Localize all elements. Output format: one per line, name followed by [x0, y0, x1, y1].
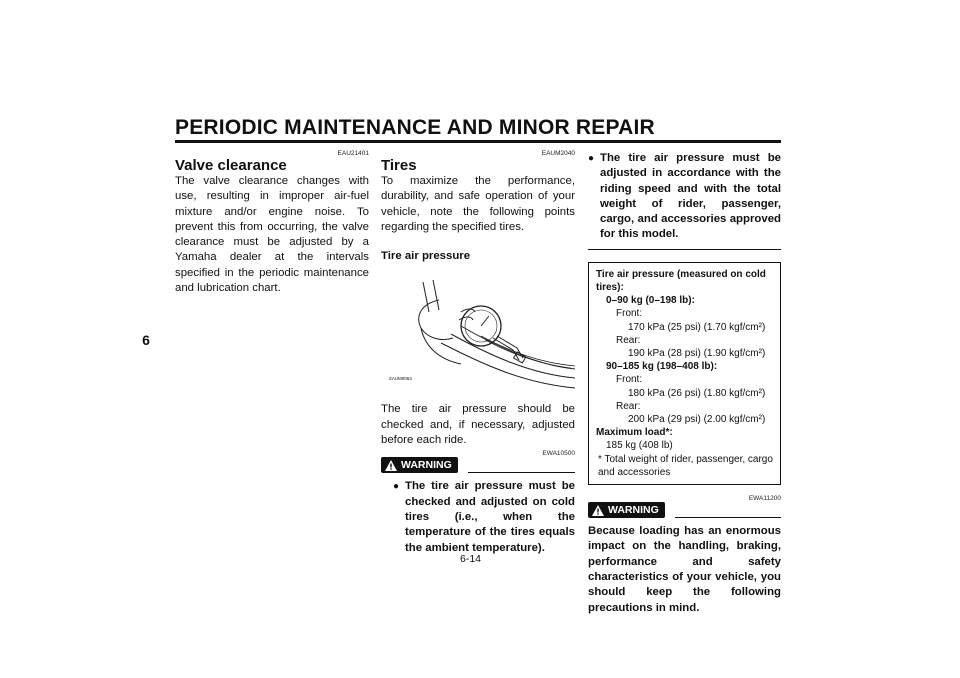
header-rule [175, 140, 781, 143]
spec-rear-value-2: 200 kPa (29 psi) (2.00 kgf/cm²) [628, 414, 766, 426]
warning-label: WARNING [401, 459, 452, 472]
spec-front-label: Front: [616, 308, 643, 320]
tire-pressure-section [588, 151, 781, 616]
subheading-tire-air-pressure: Tire air pressure [381, 250, 471, 263]
tire-pressure-spec-box [588, 262, 781, 485]
warning-text: Because loading has an enormous impact on the handling, braking, performance and safety characteristics of your vehicle, you should keep the following precautions in mind. [588, 525, 781, 614]
tire-gauge-illustration [381, 268, 575, 394]
warning-header [588, 502, 781, 518]
section-heading: Tires [381, 157, 417, 174]
spec-max-load-label: Maximum load*: [596, 427, 673, 439]
bullet-icon: ● [393, 481, 400, 493]
warning-code: EWA11200 [748, 495, 781, 503]
warning-triangle-icon [592, 505, 604, 516]
adjustment-bullet [588, 151, 781, 243]
spec-front-value-1: 170 kPa (25 psi) (1.70 kgf/cm²) [628, 321, 766, 333]
spec-group-1: 0–90 kg (0–198 lb): [606, 295, 695, 307]
warning-bullet-text: The tire air pressure must be checked and adjusted on cold tires (i.e., when the temperature of the tires equals the ambient temperature). [405, 480, 575, 554]
bullet-icon: ● [588, 153, 595, 164]
warning-badge [588, 502, 665, 518]
spec-footnote: * Total weight of rider, passenger, cargo and accessories [598, 453, 773, 478]
page-header-title: PERIODIC MAINTENANCE AND MINOR REPAIR [175, 116, 655, 139]
section-heading: Valve clearance [175, 157, 287, 174]
tires-section [381, 150, 575, 556]
spec-rear-label-2: Rear: [616, 400, 641, 412]
warning-triangle-icon [385, 460, 397, 471]
section-body: The valve clearance changes with use, resulting in improper air-fuel mixture and/or engine noise. To prevent this from occurring, the valve clearance must be adjusted by a Yamaha dealer at the intervals specified in the periodic maintenance and lubrication chart. [175, 175, 369, 295]
warning-code: EWA10500 [542, 450, 575, 458]
spec-max-load-value: 185 kg (408 lb) [606, 440, 673, 452]
tire-check-text: The tire air pressure should be checked and, if necessary, adjusted before each ride. [381, 403, 575, 447]
figure-code: ZAUM0063 [389, 376, 412, 382]
spec-front-label-2: Front: [616, 374, 643, 386]
warning-bullet [381, 479, 575, 555]
warning-rule [675, 517, 781, 518]
chapter-tab: 6 [130, 315, 162, 365]
warning-rule [468, 472, 575, 473]
warning-label: WARNING [608, 504, 659, 517]
page-number: 6-14 [460, 553, 482, 565]
spec-group-2: 90–185 kg (198–408 lb): [606, 361, 718, 373]
section-code: EAUM2040 [541, 150, 575, 157]
spec-title: Tire air pressure (measured on cold tires): [596, 268, 766, 293]
warning-badge [381, 457, 458, 473]
spec-rear-label: Rear: [616, 334, 641, 346]
spec-front-value-2: 180 kPa (26 psi) (1.80 kgf/cm²) [628, 387, 766, 399]
adjustment-bullet-text: The tire air pressure must be adjusted in accordance with the riding speed and with the total weight of rider, passenger, cargo, and accessories approved for this model. [600, 152, 781, 241]
section-code: EAU21401 [337, 150, 369, 157]
divider [588, 249, 781, 250]
section-intro: To maximize the performance, durability, and safe operation of your vehicle, note the following points regarding the specified tires. [381, 175, 575, 233]
warning-header [381, 457, 575, 473]
valve-clearance-section [175, 150, 369, 296]
spec-rear-value-1: 190 kPa (28 psi) (1.90 kgf/cm²) [628, 348, 766, 359]
